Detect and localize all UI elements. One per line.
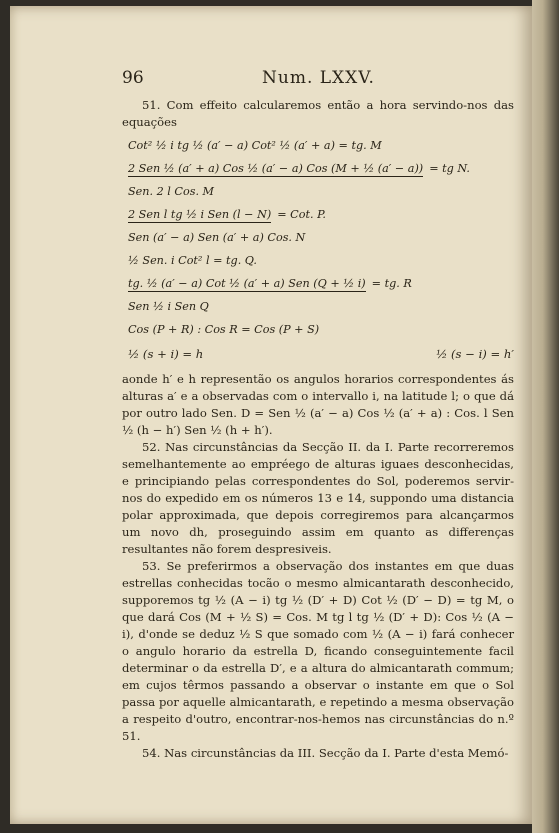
equation-7	[128, 346, 514, 363]
equation-6: Cos (P + R) : Cos R = Cos (P + S)	[128, 323, 320, 336]
page-edge	[532, 0, 559, 833]
equation-2-numerator	[128, 160, 514, 177]
equation-5-numerator	[128, 275, 514, 292]
equation-5-num-text: tg. ½ (a′ − a) Cot ½ (a′ + a) Sen (Q + ½ i)	[128, 277, 366, 290]
equation-3-numerator	[128, 206, 514, 223]
paragraph-aonde: aonde h′ e h representão os angulos horarios correspondentes ás alturas a′ e a observadas com o intervallo i, na latitude l; o que dá por outro lado Sen. D = Sen ½ (a′ − a) Cos ½ (a′ + a) : Cos. l Sen ½ (h − h′) Sen ½ (h + h′).	[122, 372, 514, 437]
equation-4: ½ Sen. i Cot² l = tg. Q.	[128, 254, 257, 267]
equation-2-num-text: 2 Sen ½ (a′ + a) Cos ½ (a′ − a) Cos (M + ½ (a′ − a))	[128, 162, 424, 175]
page-text	[122, 70, 514, 762]
page-header	[122, 70, 514, 87]
equation-2-rhs: = tg N.	[429, 162, 470, 175]
page-number: 96	[122, 68, 144, 88]
equation-3-num-text: 2 Sen l tg ½ i Sen (l − N)	[128, 208, 272, 221]
equation-7-left: ½ (s + i) = h	[128, 347, 204, 361]
equation-2-denominator: Sen. 2 l Cos. M	[128, 185, 215, 198]
paragraph-51: 51. Com effeito calcularemos então a hora servindo-nos das equações	[122, 98, 514, 129]
equation-5-denominator: Sen ½ i Sen Q	[128, 300, 209, 313]
equation-3-rhs: = Cot. P.	[277, 208, 326, 221]
equation-3-denominator: Sen (a′ − a) Sen (a′ + a) Cos. N	[128, 231, 306, 244]
equation-1: Cot² ½ i tg ½ (a′ − a) Cot² ½ (a′ + a) = tg. M	[128, 139, 382, 152]
equation-5-rhs: = tg. R	[371, 277, 412, 290]
paragraph-52: 52. Nas circunstâncias da Secção II. da I. Parte recorreremos semelhantemente ao empréego de alturas iguaes desconhecidas, e principiando pelas correspondentes do Sol, poderemos servir-nos do expedido em os números 13 e 14, suppondo uma distancia polar approximada, que depois corregiremos para alcançarmos um novo dh, proseguindo assim em quanto as differenças resultantes não forem despresiveis.	[122, 440, 514, 556]
paragraph-53: 53. Se preferirmos a observação dos instantes em que duas estrellas conhecidas tocão o mesmo almicantarath desconhecido, supporemos tg ½ (A − i) tg ½ (D′ + D) Cot ½ (D′ − D) = tg M, o que dará Cos (M + ½ S) = Cos. M tg l tg ½ (D′ + D): Cos ½ (A − i), d'onde se deduz ½ S que somado com ½ (A − i) fará conhecer o angulo horario da estrella D, ficando conseguintemente facil determinar o da estrella D′, e a altura do almicantarath commum; em cujos têrmos passando a observar o instante em que o Sol passa por aquelle almicantarath, e repetindo a mesma observação a respeito d'outro, encontrar-nos-hemos nas circunstâncias do n.º 51.	[122, 559, 514, 743]
equation-7-right: ½ (s − i) = h′	[436, 347, 514, 361]
running-head: Num. LXXV.	[262, 68, 375, 88]
paragraph-54: 54. Nas circunstâncias da III. Secção da I. Parte d'esta Memó-	[142, 746, 509, 760]
